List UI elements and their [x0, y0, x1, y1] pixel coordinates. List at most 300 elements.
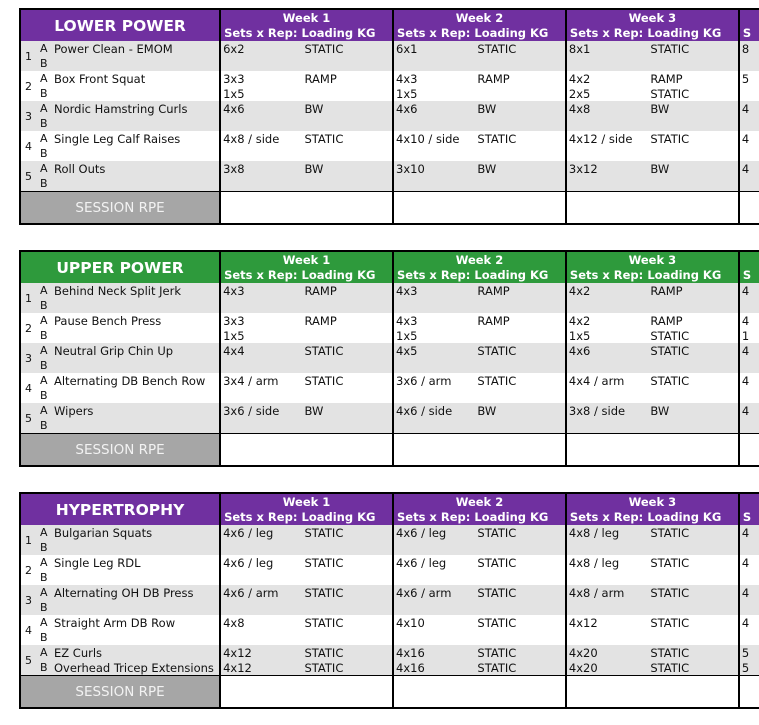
slot-a-label: A [40, 314, 48, 327]
loading-b [299, 329, 393, 343]
sets-reps-cell[interactable] [566, 161, 644, 192]
session-rpe-overflow[interactable] [739, 676, 759, 709]
exercise-cell[interactable] [20, 555, 220, 585]
exercise-row [20, 41, 759, 71]
sets-reps-a: 4x3 [396, 284, 418, 298]
week-header-overflow [739, 251, 759, 267]
session-rpe-input[interactable] [220, 434, 393, 467]
loading-cell[interactable] [471, 41, 566, 71]
session-rpe-row [20, 676, 759, 709]
exercise-row [20, 555, 759, 585]
overflow-b: 1 [741, 329, 750, 343]
exercise-cell[interactable] [20, 283, 220, 313]
sets-reps-b [569, 117, 644, 131]
sets-reps-cell[interactable] [220, 313, 298, 343]
sets-reps-b [396, 419, 471, 433]
loading-a: STATIC [304, 646, 344, 660]
loading-header: Loading KG [471, 509, 566, 525]
sets-reps-header-overflow: S [739, 25, 759, 41]
sets-reps-a: 4x6 / leg [396, 556, 447, 570]
sets-reps-cell[interactable] [220, 161, 298, 192]
exercise-number: 1 [25, 292, 32, 305]
loading-a: STATIC [304, 344, 344, 358]
session-rpe-overflow[interactable] [739, 192, 759, 225]
loading-a: STATIC [477, 344, 517, 358]
sets-reps-cell[interactable] [566, 343, 644, 373]
session-rpe-input[interactable] [566, 676, 739, 709]
exercise-name: Single Leg Calf Raises [54, 132, 181, 146]
sets-reps-cell[interactable] [220, 555, 298, 585]
loading-cell[interactable] [299, 161, 394, 192]
overflow-b [742, 571, 759, 585]
exercise-cell[interactable] [20, 161, 220, 192]
loading-a: STATIC [477, 646, 517, 660]
slot-a-label: A [40, 284, 48, 297]
sets-reps-cell[interactable] [393, 343, 471, 373]
sets-reps-header-overflow: S [739, 509, 759, 525]
sets-reps-cell[interactable] [393, 585, 471, 615]
sets-reps-cell[interactable] [220, 343, 298, 373]
loading-cell[interactable] [471, 403, 566, 434]
sets-reps-cell[interactable] [220, 525, 298, 555]
sets-reps-cell[interactable] [566, 403, 644, 434]
exercise-number: 4 [25, 382, 32, 395]
overflow-b [742, 117, 759, 131]
sets-reps-a: 3x4 / arm [223, 374, 279, 388]
loading-b: STATIC [650, 661, 690, 675]
loading-cell[interactable] [299, 403, 394, 434]
sets-reps-cell[interactable] [566, 131, 644, 161]
exercise-number: 2 [25, 80, 32, 93]
overflow-a: 4 [741, 102, 750, 116]
loading-cell[interactable] [471, 161, 566, 192]
loading-a: RAMP [304, 284, 337, 298]
loading-a: STATIC [650, 374, 690, 388]
loading-b [299, 147, 393, 161]
sets-reps-cell[interactable] [393, 313, 471, 343]
loading-cell[interactable] [644, 71, 739, 101]
exercise-cell[interactable] [20, 343, 220, 373]
exercise-name: Wipers [54, 404, 94, 418]
loading-a: STATIC [304, 556, 344, 570]
sets-reps-b [396, 299, 471, 313]
sets-reps-cell[interactable] [220, 645, 298, 676]
loading-cell[interactable] [299, 555, 394, 585]
loading-cell[interactable] [644, 645, 739, 676]
loading-cell[interactable] [644, 101, 739, 131]
sets-reps-cell[interactable] [566, 615, 644, 645]
sets-reps-a: 4x6 / arm [223, 586, 279, 600]
exercise-name: Straight Arm DB Row [54, 616, 176, 630]
sets-reps-cell[interactable] [393, 101, 471, 131]
block-title: UPPER POWER [20, 251, 220, 283]
exercise-cell[interactable] [20, 645, 220, 676]
sets-reps-b: 4x20 [568, 661, 598, 675]
loading-a: RAMP [304, 72, 337, 86]
loading-cell[interactable] [644, 343, 739, 373]
exercise-number: 5 [25, 170, 32, 183]
sets-reps-cell[interactable] [393, 615, 471, 645]
loading-a: BW [477, 404, 497, 418]
loading-cell[interactable] [299, 615, 394, 645]
sets-reps-cell[interactable] [393, 645, 471, 676]
loading-cell[interactable] [299, 645, 394, 676]
loading-cell[interactable] [471, 313, 566, 343]
sets-reps-cell[interactable] [566, 101, 644, 131]
sets-reps-a: 4x6 [223, 102, 245, 116]
overflow-b [742, 177, 759, 191]
sets-reps-header: Sets x Rep: [393, 267, 471, 283]
exercise-number: 5 [25, 654, 32, 667]
overflow-b [742, 147, 759, 161]
exercise-cell[interactable] [20, 525, 220, 555]
exercise-name: Pause Bench Press [54, 314, 162, 328]
sets-reps-cell[interactable] [220, 585, 298, 615]
loading-cell[interactable] [471, 131, 566, 161]
loading-a: STATIC [477, 526, 517, 540]
sets-reps-b [569, 57, 644, 71]
sets-reps-b: 1x5 [396, 87, 418, 101]
loading-cell[interactable] [644, 161, 739, 192]
sets-reps-cell[interactable] [566, 283, 644, 313]
slot-a-label: A [40, 102, 48, 115]
block-title: HYPERTROPHY [20, 493, 220, 525]
sets-reps-a: 4x3 [223, 284, 245, 298]
week-header: Week 2 [393, 9, 566, 25]
sets-reps-cell[interactable] [220, 403, 298, 434]
loading-a: STATIC [650, 42, 690, 56]
loading-a: STATIC [304, 42, 344, 56]
loading-a: BW [477, 102, 497, 116]
loading-b [299, 541, 393, 555]
session-rpe-input[interactable] [393, 676, 566, 709]
session-rpe-input[interactable] [393, 434, 566, 467]
loading-header: Loading KG [644, 25, 739, 41]
exercise-number: 2 [25, 564, 32, 577]
loading-cell[interactable] [471, 283, 566, 313]
exercise-cell[interactable] [20, 131, 220, 161]
loading-b [299, 177, 393, 191]
loading-a: STATIC [304, 132, 344, 146]
sets-reps-a: 4x6 [396, 102, 418, 116]
loading-cell[interactable] [299, 373, 394, 403]
loading-b [299, 87, 393, 101]
loading-b: STATIC [477, 661, 517, 675]
exercise-name: Alternating DB Bench Row [54, 374, 206, 388]
overflow-cell[interactable] [739, 101, 759, 131]
overflow-cell[interactable] [739, 313, 759, 343]
exercise-cell[interactable] [20, 373, 220, 403]
sets-reps-a: 3x8 / side [568, 404, 626, 418]
loading-b [471, 117, 565, 131]
loading-cell[interactable] [471, 555, 566, 585]
sets-reps-cell[interactable] [393, 131, 471, 161]
sets-reps-cell[interactable] [393, 71, 471, 101]
overflow-a: 4 [741, 162, 750, 176]
exercise-number: 4 [25, 140, 32, 153]
overflow-b [742, 299, 759, 313]
loading-cell[interactable] [471, 525, 566, 555]
overflow-cell[interactable] [739, 41, 759, 71]
sets-reps-header: Sets x Rep: [566, 267, 644, 283]
sets-reps-a: 4x12 [223, 646, 252, 660]
overflow-a: 5 [741, 646, 750, 660]
program-block [19, 250, 759, 467]
session-rpe-input[interactable] [393, 192, 566, 225]
program-table [19, 250, 759, 467]
overflow-cell[interactable] [739, 343, 759, 373]
sets-reps-cell[interactable] [566, 645, 644, 676]
loading-a: STATIC [650, 556, 690, 570]
sets-reps-b [396, 177, 471, 191]
sets-reps-a: 4x6 / arm [396, 586, 452, 600]
exercise-row [20, 343, 759, 373]
overflow-b [742, 601, 759, 615]
loading-cell[interactable] [471, 615, 566, 645]
loading-cell[interactable] [644, 555, 739, 585]
overflow-cell[interactable] [739, 585, 759, 615]
loading-cell[interactable] [299, 283, 394, 313]
exercise-row [20, 161, 759, 192]
overflow-cell[interactable] [739, 615, 759, 645]
sets-reps-cell[interactable] [566, 71, 644, 101]
sets-reps-cell[interactable] [220, 131, 298, 161]
sets-reps-b: 1x5 [223, 329, 245, 343]
sets-reps-a: 4x6 / leg [223, 556, 274, 570]
sets-reps-header-overflow: S [739, 267, 759, 283]
sets-reps-cell[interactable] [220, 71, 298, 101]
session-rpe-overflow[interactable] [739, 434, 759, 467]
sets-reps-cell[interactable] [566, 41, 644, 71]
sets-reps-b [396, 631, 471, 645]
sets-reps-header: Sets x Rep: [566, 25, 644, 41]
loading-a: STATIC [650, 344, 690, 358]
sets-reps-b [569, 631, 644, 645]
sets-reps-cell[interactable] [393, 283, 471, 313]
sets-reps-a: 4x4 [223, 344, 245, 358]
overflow-b [742, 57, 759, 71]
overflow-cell[interactable] [739, 403, 759, 434]
sets-reps-cell[interactable] [393, 161, 471, 192]
loading-cell[interactable] [644, 283, 739, 313]
loading-cell[interactable] [471, 101, 566, 131]
session-rpe-label: SESSION RPE [20, 192, 220, 225]
sets-reps-b [569, 359, 644, 373]
session-rpe-input[interactable] [566, 434, 739, 467]
loading-a: STATIC [304, 374, 344, 388]
loading-a: BW [304, 404, 324, 418]
overflow-a: 8 [741, 42, 750, 56]
program-block [19, 8, 759, 225]
exercise-cell[interactable] [20, 585, 220, 615]
sets-reps-a: 4x8 / arm [568, 586, 625, 600]
sets-reps-b [396, 147, 471, 161]
sets-reps-a: 6x1 [396, 42, 418, 56]
sets-reps-a: 4x4 / arm [568, 374, 625, 388]
session-rpe-input[interactable] [220, 676, 393, 709]
sets-reps-cell[interactable] [566, 313, 644, 343]
sets-reps-cell[interactable] [566, 373, 644, 403]
exercise-cell[interactable] [20, 615, 220, 645]
overflow-cell[interactable] [739, 283, 759, 313]
loading-b [644, 147, 738, 161]
loading-cell[interactable] [299, 313, 394, 343]
loading-a: STATIC [304, 586, 344, 600]
loading-cell[interactable] [471, 373, 566, 403]
exercise-cell[interactable] [20, 403, 220, 434]
sets-reps-cell[interactable] [220, 101, 298, 131]
loading-b [299, 299, 393, 313]
loading-a: STATIC [477, 556, 517, 570]
exercise-cell[interactable] [20, 313, 220, 343]
loading-cell[interactable] [471, 71, 566, 101]
sets-reps-header: Sets x Rep: [220, 267, 298, 283]
overflow-a: 5 [741, 72, 750, 86]
sets-reps-cell[interactable] [393, 41, 471, 71]
week-header: Week 1 [220, 493, 393, 509]
exercise-row [20, 373, 759, 403]
loading-cell[interactable] [299, 585, 394, 615]
loading-b [299, 631, 393, 645]
sets-reps-b [396, 359, 471, 373]
loading-cell[interactable] [644, 585, 739, 615]
overflow-a: 4 [741, 404, 750, 418]
loading-cell[interactable] [299, 525, 394, 555]
loading-b [471, 147, 565, 161]
sets-reps-a: 3x12 [568, 162, 598, 176]
program-block [19, 492, 759, 709]
exercise-cell[interactable] [20, 71, 220, 101]
sets-reps-a: 3x10 [396, 162, 425, 176]
week-header: Week 3 [566, 251, 739, 267]
sets-reps-a: 4x2 [568, 72, 591, 86]
slot-b-label: B [40, 661, 48, 674]
loading-cell[interactable] [471, 343, 566, 373]
loading-cell[interactable] [644, 373, 739, 403]
session-rpe-input[interactable] [220, 192, 393, 225]
slot-b-label: B [40, 177, 48, 190]
exercise-cell[interactable] [20, 101, 220, 131]
loading-a: STATIC [477, 42, 517, 56]
overflow-a: 4 [741, 616, 750, 630]
exercise-row [20, 101, 759, 131]
loading-a: RAMP [650, 72, 683, 86]
sets-reps-b: 4x16 [396, 661, 425, 675]
overflow-b: 5 [741, 661, 750, 675]
loading-cell[interactable] [471, 585, 566, 615]
sets-reps-b [569, 541, 644, 555]
session-rpe-input[interactable] [566, 192, 739, 225]
exercise-row [20, 585, 759, 615]
overflow-a: 4 [741, 344, 750, 358]
overflow-cell[interactable] [739, 373, 759, 403]
exercise-row [20, 283, 759, 313]
slot-a-label: A [40, 526, 48, 539]
exercise-cell[interactable] [20, 41, 220, 71]
loading-cell[interactable] [299, 41, 394, 71]
sets-reps-cell[interactable] [566, 525, 644, 555]
sets-reps-b [396, 601, 471, 615]
loading-b [644, 389, 738, 403]
sets-reps-b [223, 571, 298, 585]
slot-b-label: B [40, 389, 48, 402]
loading-b [644, 419, 738, 433]
overflow-a: 4 [741, 314, 750, 328]
loading-b [471, 359, 565, 373]
sets-reps-a: 4x10 / side [396, 132, 460, 146]
slot-b-label: B [40, 57, 48, 70]
loading-cell[interactable] [299, 343, 394, 373]
sets-reps-a: 4x8 / leg [568, 526, 620, 540]
overflow-a: 4 [741, 556, 750, 570]
sets-reps-b [223, 117, 298, 131]
loading-cell[interactable] [644, 41, 739, 71]
overflow-cell[interactable] [739, 645, 759, 676]
slot-b-label: B [40, 541, 48, 554]
slot-a-label: A [40, 162, 48, 175]
loading-cell[interactable] [644, 131, 739, 161]
sets-reps-b [223, 299, 298, 313]
sets-reps-b [396, 541, 471, 555]
loading-cell[interactable] [299, 71, 394, 101]
sets-reps-cell[interactable] [220, 283, 298, 313]
exercise-row [20, 615, 759, 645]
exercise-name: Bulgarian Squats [54, 526, 153, 540]
loading-b [299, 57, 393, 71]
overflow-cell[interactable] [739, 161, 759, 192]
sets-reps-a: 8x1 [568, 42, 591, 56]
exercise-name: EZ Curls [54, 646, 103, 660]
sets-reps-b [569, 389, 644, 403]
week-header: Week 3 [566, 9, 739, 25]
loading-cell[interactable] [644, 615, 739, 645]
week-header: Week 1 [220, 9, 393, 25]
sets-reps-cell[interactable] [393, 403, 471, 434]
sets-reps-b [569, 299, 644, 313]
slot-a-label: A [40, 616, 48, 629]
sets-reps-cell[interactable] [566, 585, 644, 615]
overflow-cell[interactable] [739, 525, 759, 555]
overflow-cell[interactable] [739, 71, 759, 101]
sets-reps-cell[interactable] [220, 41, 298, 71]
loading-cell[interactable] [644, 403, 739, 434]
sets-reps-b [223, 541, 298, 555]
sets-reps-b [396, 57, 471, 71]
loading-cell[interactable] [299, 101, 394, 131]
sets-reps-cell[interactable] [393, 555, 471, 585]
loading-cell[interactable] [644, 313, 739, 343]
slot-a-label: A [40, 404, 48, 417]
overflow-cell[interactable] [739, 131, 759, 161]
exercise-row [20, 403, 759, 434]
loading-a: STATIC [304, 616, 344, 630]
loading-cell[interactable] [644, 525, 739, 555]
loading-b [644, 177, 738, 191]
loading-cell[interactable] [299, 131, 394, 161]
sets-reps-cell[interactable] [220, 373, 298, 403]
loading-header: Loading KG [471, 25, 566, 41]
sets-reps-cell[interactable] [393, 373, 471, 403]
loading-cell[interactable] [471, 645, 566, 676]
slot-b-label: B [40, 359, 48, 372]
exercise-number: 1 [25, 534, 32, 547]
loading-a: STATIC [477, 616, 517, 630]
overflow-cell[interactable] [739, 555, 759, 585]
sets-reps-cell[interactable] [566, 555, 644, 585]
sets-reps-cell[interactable] [393, 525, 471, 555]
sets-reps-cell[interactable] [220, 615, 298, 645]
loading-a: STATIC [477, 586, 517, 600]
